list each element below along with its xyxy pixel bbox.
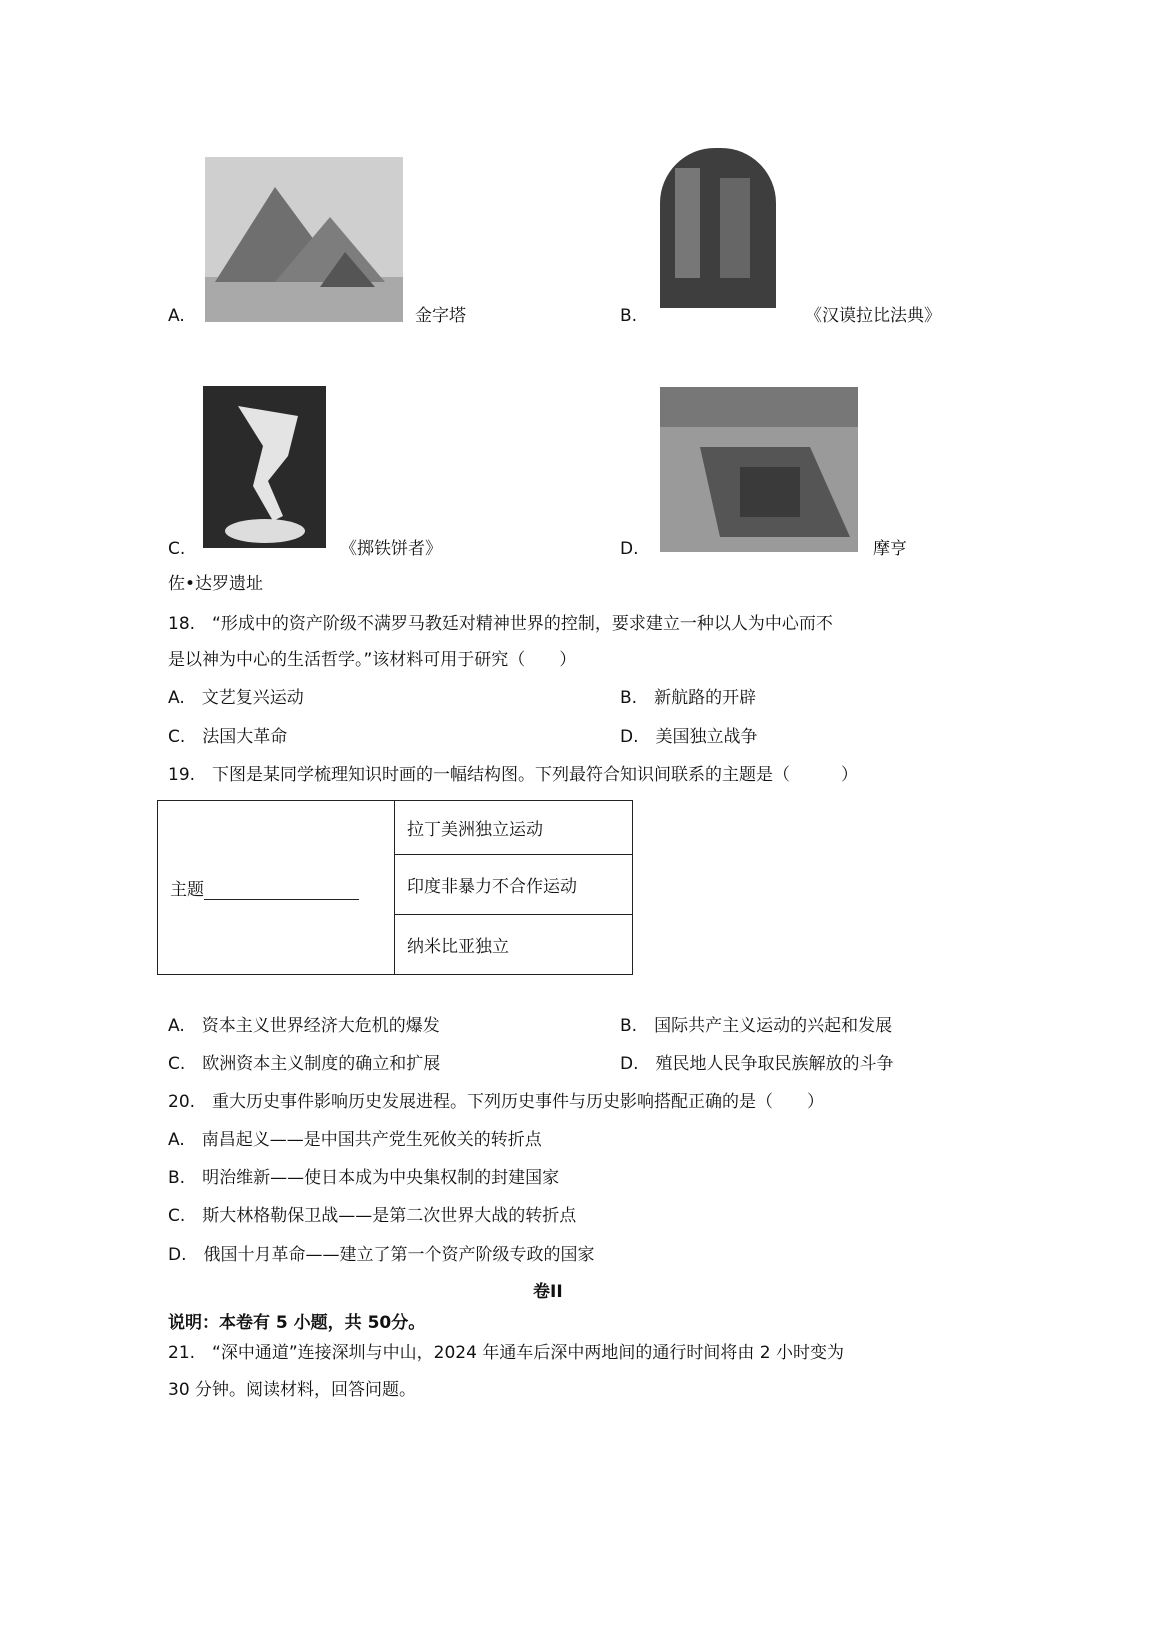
topic-blank xyxy=(204,881,359,900)
item-cell: 纳米比亚独立 xyxy=(395,915,633,975)
q17-option-c-letter: C. xyxy=(168,539,186,559)
q18-stem-line2: 是以神为中心的生活哲学。”该材料可用于研究（ ） xyxy=(168,650,577,670)
q17-option-c-label: 《掷铁饼者》 xyxy=(340,539,442,559)
discobolus-image xyxy=(203,386,326,548)
q19-option-b: B. 国际共产主义运动的兴起和发展 xyxy=(620,1016,893,1036)
q21-stem-line1: 21. “深中通道”连接深圳与中山，2024 年通车后深中两地间的通行时间将由 2 小时变为 xyxy=(168,1343,844,1363)
q20-stem: 20. 重大历史事件影响历史发展进程。下列历史事件与历史影响搭配正确的是（ ） xyxy=(168,1092,825,1112)
section-note: 说明：本卷有 5 小题，共 50分。 xyxy=(168,1313,426,1333)
q19-option-d: D. 殖民地人民争取民族解放的斗争 xyxy=(620,1054,894,1074)
q17-option-a-label: 金字塔 xyxy=(415,306,466,326)
q18-stem-line1: 18. “形成中的资产阶级不满罗马教廷对精神世界的控制，要求建立一种以人为中心而不 xyxy=(168,614,833,634)
q17-option-d-label-cont: 佐•达罗遗址 xyxy=(168,574,264,594)
q17-option-d-label: 摩亨 xyxy=(873,539,907,559)
q18-option-b: B. 新航路的开辟 xyxy=(620,688,757,708)
hammurabi-code-image xyxy=(660,148,776,308)
q18-option-a: A. 文艺复兴运动 xyxy=(168,688,304,708)
topic-cell xyxy=(158,801,395,975)
q18-option-d: D. 美国独立战争 xyxy=(620,727,758,747)
q20-option-a: A. 南昌起义——是中国共产党生死攸关的转折点 xyxy=(168,1130,542,1150)
q19-option-c: C. 欧洲资本主义制度的确立和扩展 xyxy=(168,1054,441,1074)
pyramid-image xyxy=(205,157,403,322)
item-cell: 印度非暴力不合作运动 xyxy=(395,855,633,915)
q19-stem: 19. 下图是某同学梳理知识时画的一幅结构图。下列最符合知识间联系的主题是（ ） xyxy=(168,765,859,785)
mohenjo-daro-image xyxy=(660,387,858,552)
q19-structure-table xyxy=(157,800,633,975)
q17-option-b-label: 《汉谟拉比法典》 xyxy=(805,306,941,326)
q20-option-d: D. 俄国十月革命——建立了第一个资产阶级专政的国家 xyxy=(168,1245,595,1265)
q17-option-b-letter: B. xyxy=(620,306,638,326)
section-title: 卷II xyxy=(533,1282,563,1302)
q17-option-d-letter: D. xyxy=(620,539,639,559)
q19-option-a: A. 资本主义世界经济大危机的爆发 xyxy=(168,1016,440,1036)
q20-option-c: C. 斯大林格勒保卫战——是第二次世界大战的转折点 xyxy=(168,1206,577,1226)
item-cell: 拉丁美洲独立运动 xyxy=(395,801,633,855)
q17-option-a-letter: A. xyxy=(168,306,185,326)
q18-option-c: C. 法国大革命 xyxy=(168,727,288,747)
q20-option-b: B. 明治维新——使日本成为中央集权制的封建国家 xyxy=(168,1168,560,1188)
q21-stem-line2: 30 分钟。阅读材料，回答问题。 xyxy=(168,1380,417,1400)
topic-label: 主题 xyxy=(170,880,204,900)
